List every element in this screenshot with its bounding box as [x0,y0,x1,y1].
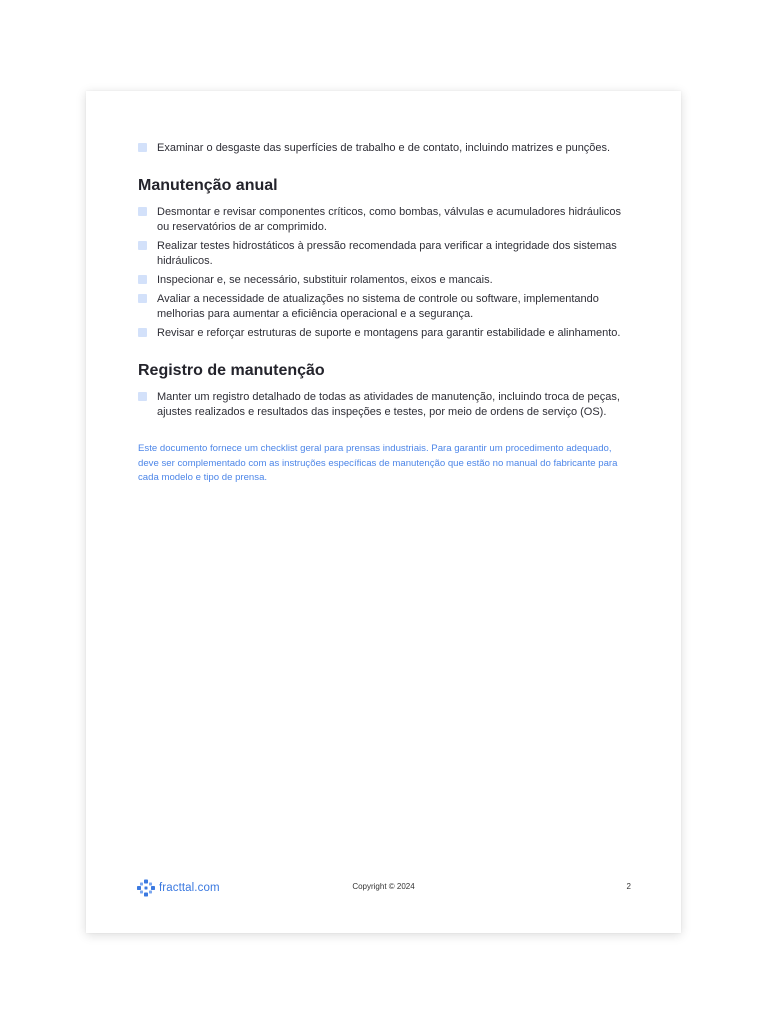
checkbox-icon [138,207,147,216]
checkbox-icon [138,241,147,250]
annual-checklist [138,205,633,341]
checklist-item-text: Avaliar a necessidade de atualizações no sistema de controle ou software, implementando melhorias para aumentar a eficiência operacional e a segurança. [157,293,599,320]
page-footer [136,878,631,898]
checklist-item [138,239,633,269]
checklist-item-text: Revisar e reforçar estruturas de suporte e montagens para garantir estabilidade e alinhamento. [157,327,621,339]
checkbox-icon [138,392,147,401]
page-content [138,141,633,495]
checklist-item-text: Inspecionar e, se necessário, substituir rolamentos, eixos e mancais. [157,274,493,286]
checklist-item [138,141,633,156]
checklist-item-text: Desmontar e revisar componentes críticos, como bombas, válvulas e acumuladores hidráulicos ou reservatórios de ar comprimido. [157,206,622,233]
checkbox-icon [138,275,147,284]
checklist-item [138,205,633,235]
checklist-item-text: Examinar o desgaste das superfícies de trabalho e de contato, incluindo matrizes e punções. [157,142,611,154]
logo-text: fracttal.com [159,882,220,894]
checklist-item-text: Realizar testes hidrostáticos à pressão recomendada para verificar a integridade dos sistemas hidráulicos. [157,240,617,267]
checklist-item [138,390,633,420]
intro-checklist [138,141,633,156]
checkbox-icon [138,294,147,303]
checkbox-icon [138,328,147,337]
document-page [86,91,681,933]
disclaimer-note: Este documento fornece um checklist geral para prensas industriais. Para garantir um procedimento adequado, deve ser complementado com as instruções específicas de manutenção que estão no manual do fabricante para cada modelo e tipo de prensa. [138,443,618,483]
maintenance-registry-heading: Registro de manutenção [138,362,325,379]
annual-maintenance-heading: Manutenção anual [138,177,278,194]
registry-checklist [138,390,633,420]
checklist-item [138,292,633,322]
checkbox-icon [138,143,147,152]
page-number: 2 [626,882,631,891]
checklist-item [138,326,633,341]
checklist-item [138,273,633,288]
copyright-text: Copyright © 2024 [352,882,415,891]
checklist-item-text: Manter um registro detalhado de todas as atividades de manutenção, incluindo troca de peças, ajustes realizados e resultados das inspeções e testes, por meio de ordens de serviço (OS). [157,391,620,418]
